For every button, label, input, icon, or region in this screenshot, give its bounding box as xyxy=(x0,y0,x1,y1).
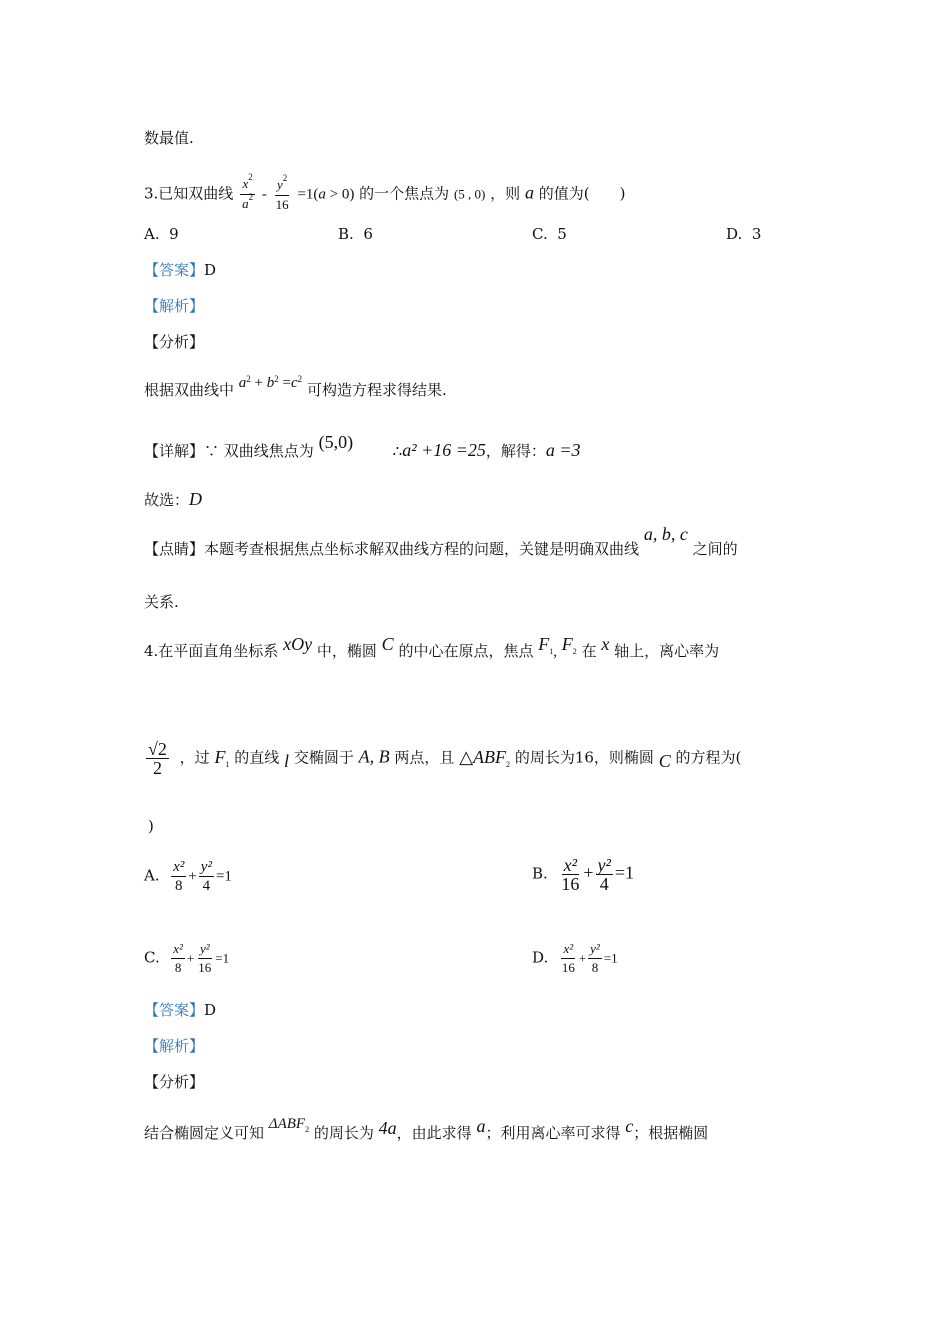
q3-choice: 故选：D xyxy=(144,489,203,509)
q4-option-d: D. $\frac{\text{x²}}{16}$ + $\frac{\text{y²}}{8}$ =1 xyxy=(532,941,618,975)
q3-focus: (5 , 0) xyxy=(453,186,486,202)
q3-option-a: A. 9 xyxy=(144,225,179,243)
q3-jiexi-label: 【解析】 xyxy=(144,297,205,315)
q4-close-paren: ) xyxy=(148,817,154,835)
q3-dianjing-tail: 关系. xyxy=(144,593,179,611)
q4-option-a: A. $\frac{\text{x²}}{8}$ + $\frac{\text{y²}}{4}$ =1 xyxy=(144,859,232,894)
q4-fenxi-text: 结合椭圆定义可知 $\Delta ABF_2$ 的周长为 4a，由此求得 a；利用离心率可求得 c；根据椭圆 xyxy=(144,1116,709,1142)
q3-then: ，则 xyxy=(490,184,521,203)
q3-dianjing: 【点睛】本题考查根据焦点坐标求解双曲线方程的问题，关键是明确双曲线 a, b, c 之间的 xyxy=(144,524,738,558)
q4-fenxi-label: 【分析】 xyxy=(144,1073,205,1091)
q3-detail: 【详解】∵ 双曲线焦点为 (5,0) ∴a² +16 =25，解得：a =3 xyxy=(144,432,581,460)
q3-end: 的值为( ) xyxy=(538,184,626,203)
q4-option-b: B. $\frac{\text{x²}}{16}$ + $\frac{\text{y²}}{4}$ =1 xyxy=(532,855,635,894)
q4-option-c: C. $\frac{\text{x²}}{8}$ + $\frac{\text{y²}}{16}$ =1 xyxy=(144,941,230,975)
q3-fenxi-label: 【分析】 xyxy=(144,333,205,351)
question-4-line2: $\frac{√2}{2}$ ，过 $F_1$ 的直线 l 交椭圆于 A, B 两点，且 $\triangle ABF_2$ 的周长为16，则椭圆 C 的方程为( xyxy=(148,739,742,778)
eccentricity-fraction: $\frac{√2}{2}$ xyxy=(148,739,167,778)
q4-answer: 【答案】D xyxy=(144,1001,217,1019)
q3-option-d: D. 3 xyxy=(726,225,762,243)
q3-answer: 【答案】D xyxy=(144,261,217,279)
prev-tail-text: 数最值. xyxy=(144,129,194,147)
q3-option-c: C. 5 xyxy=(532,225,567,243)
q3-option-b: B. 6 xyxy=(338,225,373,243)
q3-fenxi-text: 根据双曲线中 $a^2 + b^2 =c^2$ 可构造方程求得结果. xyxy=(144,374,447,399)
question-3: 3.已知双曲线 $\frac{x^2}{a^2}$ - $\frac{y^2}{16}$ =1(a > 0) 的一个焦点为 (5 , 0) ，则 a 的值为( ) xyxy=(144,175,625,214)
question-4: 4.在平面直角坐标系 xOy 中，椭圆 C 的中心在原点，焦点 $F_1$, $F_2$ 在 x 轴上，离心率为 xyxy=(144,634,720,660)
q4-jiexi-label: 【解析】 xyxy=(144,1037,205,1055)
q3-prefix: 3.已知双曲线 xyxy=(144,184,234,203)
q3-frac-x: $\frac{x^2}{a^2}$ xyxy=(242,172,254,211)
q3-frac-y: $\frac{y^2}{16}$ xyxy=(275,172,289,212)
q3-mid: 的一个焦点为 xyxy=(359,184,450,203)
